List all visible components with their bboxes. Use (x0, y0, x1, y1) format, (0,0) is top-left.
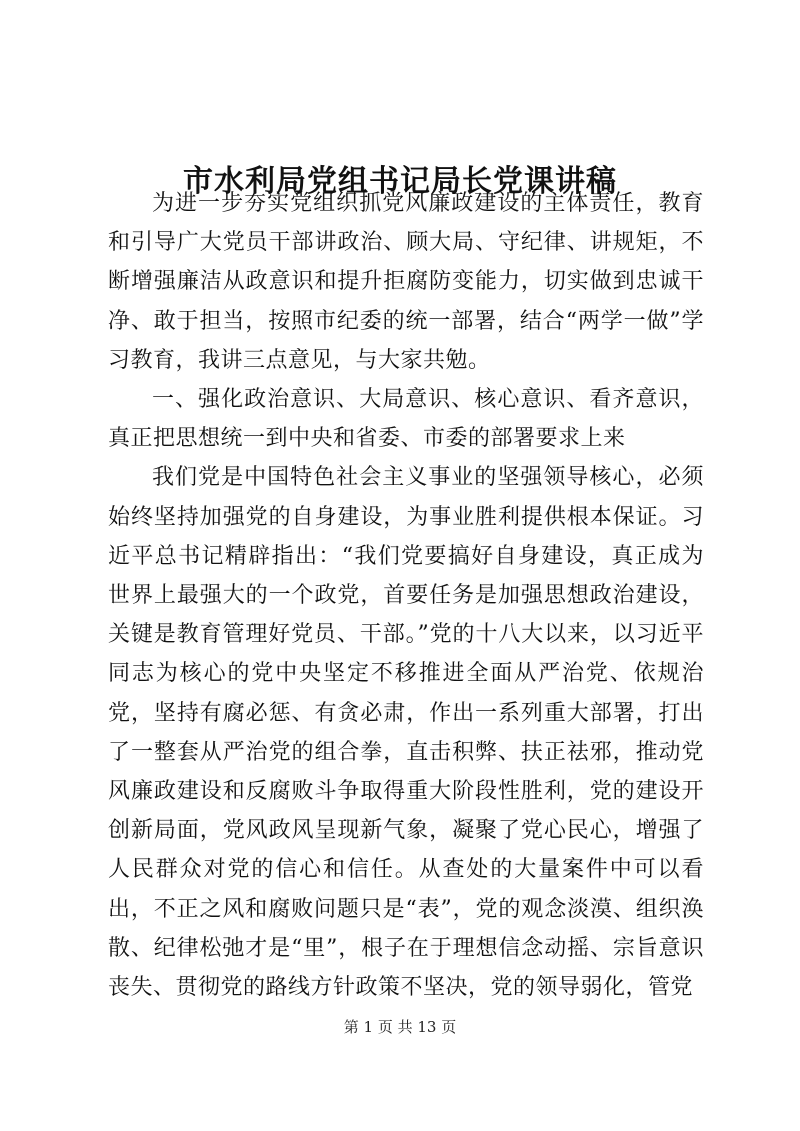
page-footer: 第 1 页 共 13 页 (343, 1018, 457, 1036)
paragraph-section-heading: 一、强化政治意识、大局意识、核心意识、看齐意识，真正把思想统一到中央和省委、市委的部署要求上来 (108, 387, 704, 452)
paragraph-body: 我们党是中国特色社会主义事业的坚强领导核心，必须始终坚持加强党的自身建设，为事业胜利提供根本保证。习近平总书记精辟指出：“我们党要搞好自身建设，真正成为世界上最强大的一个政党，首要任务是加强思想政治建设，关键是教育管理好党员、干部。”党的十八大以来，以习近平同志为核心的党中央坚定不移推进全面从严治党、依规治党，坚持有腐必惩、有贪必肃，作出一系列重大部署，打出了一整套从严治党的组合拳，直击积弊、扶正祛邪，推动党风廉政建设和反腐败斗争取得重大阶段性胜利，党的建设开创新局面，党风政风呈现新气象，凝聚了党心民心，增强了人民群众对党的信心和信任。从查处的大量案件中可以看出，不正之风和腐败问题只是“表”，党的观念淡漠、组织涣散、纪律松弛才是“里”，根子在于理想信念动摇、宗旨意识丧失、贯彻党的路线方针政策不坚决，党的领导弱化，管党 (108, 465, 704, 1001)
page-title: 市水利局党组书记局长党课讲稿 (183, 164, 617, 200)
paragraph-intro: 为进一步夯实党组织抓党风廉政建设的主体责任，教育和引导广大党员干部讲政治、顾大局、守纪律、讲规矩，不断增强廉洁从政意识和提升拒腐防变能力，切实做到忠诚干净、敢于担当，按照市纪委的统一部署，结合“两学一做”学习教育，我讲三点意见，与大家共勉。 (108, 191, 704, 373)
document-body (108, 184, 704, 1007)
